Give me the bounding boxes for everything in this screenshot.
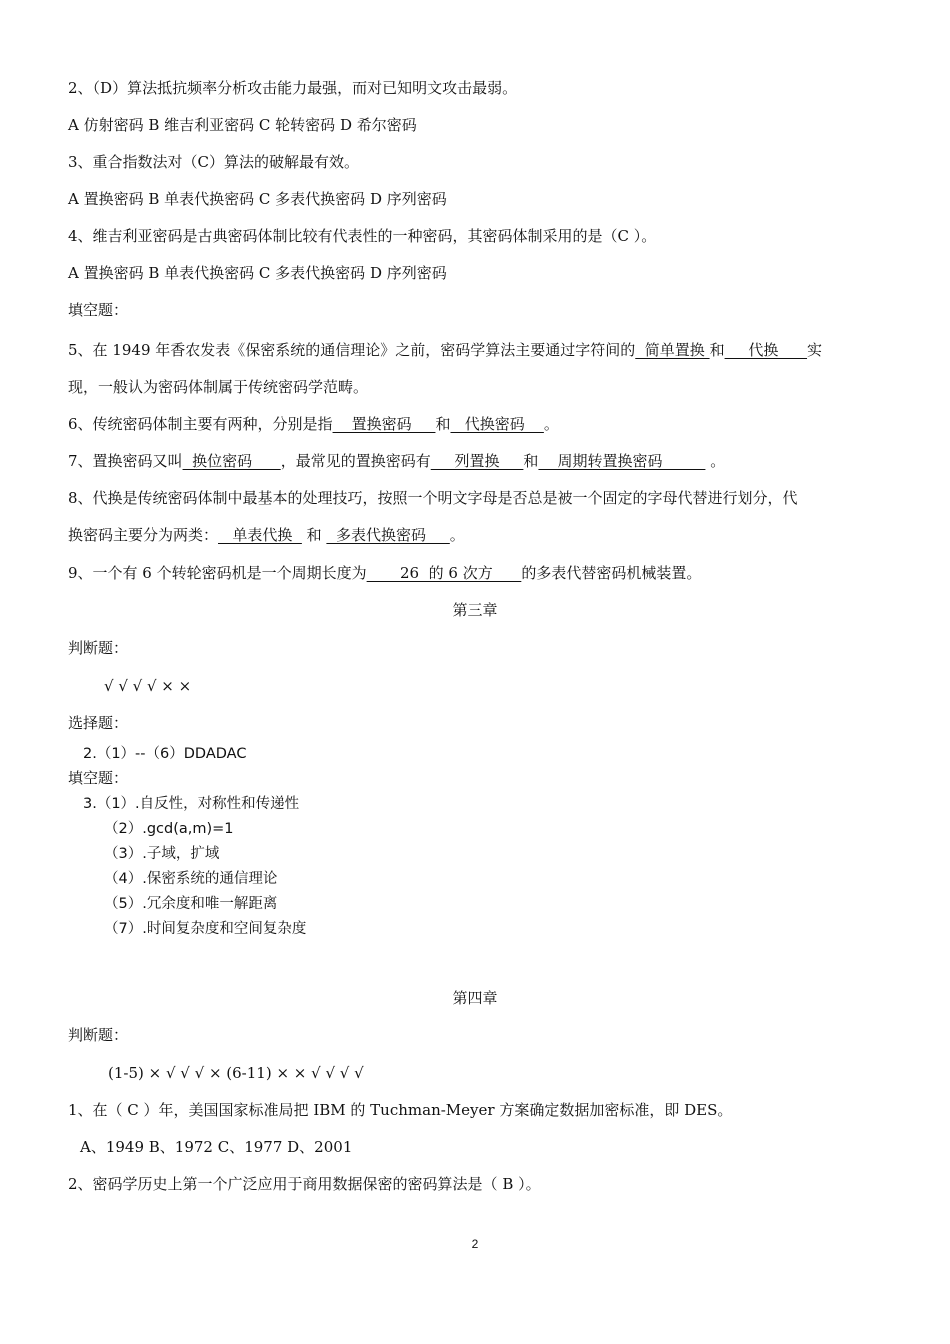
q7-blank-3: 周期转置换密码 [538,452,706,470]
ch3-fill-answer-5: （5）.冗余度和唯一解距离 [104,896,278,912]
q6-blank-2: 代换密码 [450,415,544,433]
question-3: 3、重合指数法对（C）算法的破解最有效。 [68,153,360,171]
q7-text-e: 。 [705,452,726,470]
question-8: 8、代换是传统密码体制中最基本的处理技巧，按照一个明文字母是否总是被一个固定的字母代替进行划分，代 [68,489,798,507]
q6-blank-1: 置换密码 [332,415,436,433]
question-2-options: A 仿射密码 B 维吉利亚密码 C 轮转密码 D 希尔密码 [68,116,417,134]
q5-text-c: 和 [709,341,725,359]
q8-text-a: 换密码主要分为两类： [68,526,219,544]
ch3-fill-answer-4: （4）.保密系统的通信理论 [104,871,278,887]
q7-text-a: 7、置换密码又叫 [68,452,183,470]
question-4-options: A 置换密码 B 单表代换密码 C 多表代换密码 D 序列密码 [68,264,447,282]
ch3-choice-heading: 选择题： [68,714,129,732]
ch4-question-2: 2、密码学历史上第一个广泛应用于商用数据保密的密码算法是（ B ）。 [68,1175,541,1193]
q8-text-c: 和 [301,526,327,544]
ch3-fill-answer-2: （2）.gcd(a,m)=1 [104,821,234,837]
question-3-options: A 置换密码 B 单表代换密码 C 多表代换密码 D 序列密码 [68,190,447,208]
chapter-3-title: 第三章 [452,601,498,619]
question-8-line-2 [68,525,465,545]
q7-blank-1: 换位密码 [182,452,281,470]
q8-blank-1: 单表代换 [218,526,302,544]
chapter-4-title: 第四章 [452,989,498,1007]
q6-text-d: 。 [543,415,559,433]
page-number: 2 [471,1237,479,1251]
ch4-judge-answers: (1-5) × √ √ √ × (6-11) × × √ √ √ √ [108,1064,364,1082]
question-7 [68,451,725,471]
q6-text-a: 6、传统密码体制主要有两种，分别是指 [68,415,333,433]
q9-text-a: 9、一个有 6 个转轮密码机是一个周期长度为 [68,564,367,582]
ch3-choice-answers: 2.（1）--（6）DDADAC [83,746,247,762]
fill-heading: 填空题： [68,301,129,319]
question-5-line-2: 现，一般认为密码体制属于传统密码学范畴。 [68,378,369,396]
ch3-fill-answer-3: （3）.子域，扩域 [104,846,220,862]
q9-text-c: 的多表代替密码机械装置。 [521,564,702,582]
ch3-judge-heading: 判断题： [68,639,129,657]
question-2: 2、（D）算法抵抗频率分析攻击能力最强，而对已知明文攻击最弱。 [68,79,518,97]
ch4-question-1: 1、在（ C ）年，美国国家标准局把 IBM 的 Tuchman-Meyer 方案确定数据加密标准，即 DES。 [68,1101,733,1119]
q5-blank-1: 简单置换 [635,341,710,359]
q7-blank-2: 列置换 [430,452,524,470]
q5-text-a: 5、在 1949 年香农发表《保密系统的通信理论》之前，密码学算法主要通过字符间的 [68,341,636,359]
q5-blank-2: 代换 [724,341,808,359]
question-9 [68,563,701,583]
ch4-judge-heading: 判断题： [68,1026,129,1044]
q6-text-c: 和 [435,415,451,433]
question-4: 4、维吉利亚密码是古典密码体制比较有代表性的一种密码，其密码体制采用的是（C ）。 [68,227,657,245]
q7-text-c: ，最常见的置换密码有 [280,452,431,470]
ch3-fill-answer-7: （7）.时间复杂度和空间复杂度 [104,921,307,937]
q7-text-d: 和 [523,452,539,470]
ch3-fill-answer-1: 3.（1）.自反性，对称性和传递性 [83,796,300,812]
q5-text-d: 实 [807,341,823,359]
q8-text-d: 。 [449,526,465,544]
ch4-question-1-options: A、1949 B、1972 C、1977 D、2001 [80,1138,353,1156]
question-6 [68,414,559,434]
q8-blank-2: 多表代换密码 [326,526,450,544]
ch3-judge-answers: √ √ √ √ × × [104,677,192,695]
ch3-fill-heading: 填空题： [68,769,129,787]
q9-blank: 26 的 6 次方 [366,564,522,582]
question-5 [68,340,822,360]
